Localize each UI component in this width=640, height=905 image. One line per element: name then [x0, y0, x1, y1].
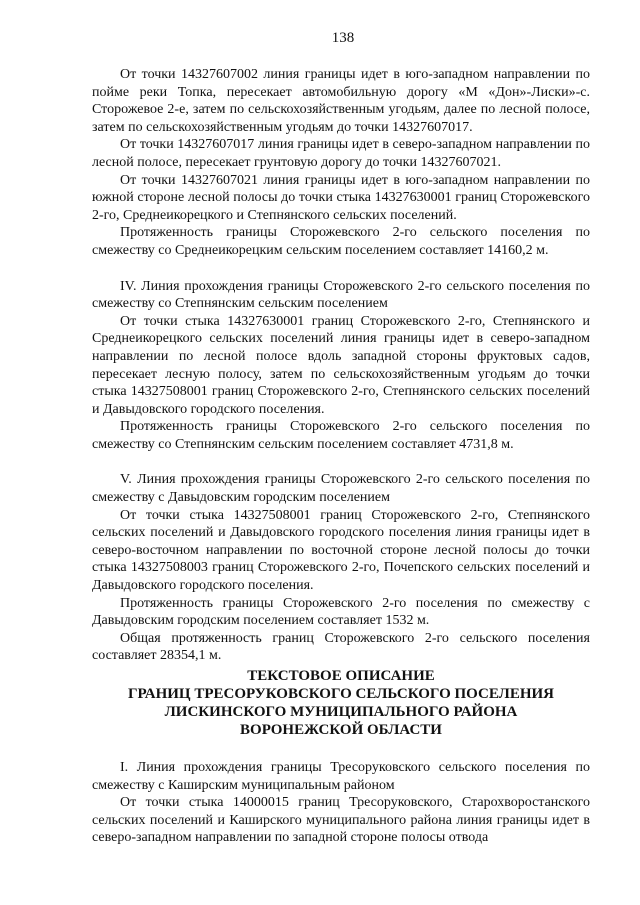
paragraph: От точки стыка 14327630001 границ Сторожевского 2-го, Степнянского и Среднеикорецкого сельских поселений линия границы идет в северо-западном направлении по лесной полосе вдоль западной стороны фруктовых садов, пересекает лесную полосу, затем по сельскохозяйственным угодьям до точки стыка 14327508001 границ Сторожевского 2-го, Степнянского сельских поселений и Давыдовского городского поселения. — [92, 313, 590, 417]
section-heading-i: I. Линия прохождения границы Тресоруковского сельского поселения по смежеству с Каширским муниципальным районом — [92, 760, 590, 793]
paragraph: Общая протяженность границ Сторожевского 2-го сельского поселения составляет 28354,1 м. — [92, 630, 590, 664]
paragraph: Протяженность границы Сторожевского 2-го сельского поселения по смежеству со Степнянским сельским поселением составляет 4731,8 м. — [92, 419, 590, 452]
title-line: ВОРОНЕЖСКОЙ ОБЛАСТИ — [240, 722, 442, 738]
spacer — [92, 453, 590, 471]
paragraph: От точки стыка 14000015 границ Тресоруковского, Старохворостанского сельских поселений и Каширского муниципального района линия границы идет в северо-западном направлении по западной стороне полосы отвода — [92, 795, 590, 846]
paragraph: От точки 14327607002 линия границы идет в юго-западном направлении по пойме реки Топка, пересекает автомобильную дорогу «М «Дон»-Лиски»-с. Сторожевое 2-е, затем по сельскохозяйственным угодьям, далее по лесной полосе, затем по сельскохозяйственным угодьям до точки 14327607017. — [92, 67, 590, 135]
title-line: ЛИСКИНСКОГО МУНИЦИПАЛЬНОГО РАЙОНА — [164, 704, 518, 720]
paragraph: От точки 14327607021 линия границы идет в юго-западном направлении по южной стороне лесной полосы до точки стыка 14327630001 границ Сторожевского 2-го, Среднеикорецкого и Степнянского сельских поселений. — [92, 172, 590, 223]
spacer — [92, 260, 590, 278]
document-title — [92, 667, 590, 739]
page-number: 138 — [331, 30, 355, 46]
title-line: ТЕКСТОВОЕ ОПИСАНИЕ — [247, 668, 435, 684]
paragraph: Протяженность границы Сторожевского 2-го поселения по смежеству с Давыдовским городским поселением составляет 1532 м. — [92, 595, 590, 629]
paragraph: Протяженность границы Сторожевского 2-го сельского поселения по смежеству со Среднеикорецким сельским поселением составляет 14160,2 м. — [92, 225, 590, 258]
section-heading-iv: IV. Линия прохождения границы Сторожевского 2-го сельского поселения по смежеству со Степнянским сельским поселением — [92, 278, 590, 312]
title-line: ГРАНИЦ ТРЕСОРУКОВСКОГО СЕЛЬСКОГО ПОСЕЛЕНИЯ — [127, 686, 555, 702]
paragraph: От точки стыка 14327508001 границ Сторожевского 2-го, Степнянского сельских поселений и Давыдовского городского поселения линия границы идет в северо-восточном направлении по восточной стороне лесной полосы до точки стыка 14327508003 границ Сторожевского 2-го, Почепского сельских поселений и Давыдовского городского поселения. — [92, 507, 590, 594]
paragraph: От точки 14327607017 линия границы идет в северо-западном направлении по лесной полосе, пересекает грунтовую дорогу до точки 14327607021. — [92, 137, 590, 170]
section-heading-v: V. Линия прохождения границы Сторожевского 2-го сельского поселения по смежеству с Давыдовским городским поселением — [92, 472, 590, 506]
